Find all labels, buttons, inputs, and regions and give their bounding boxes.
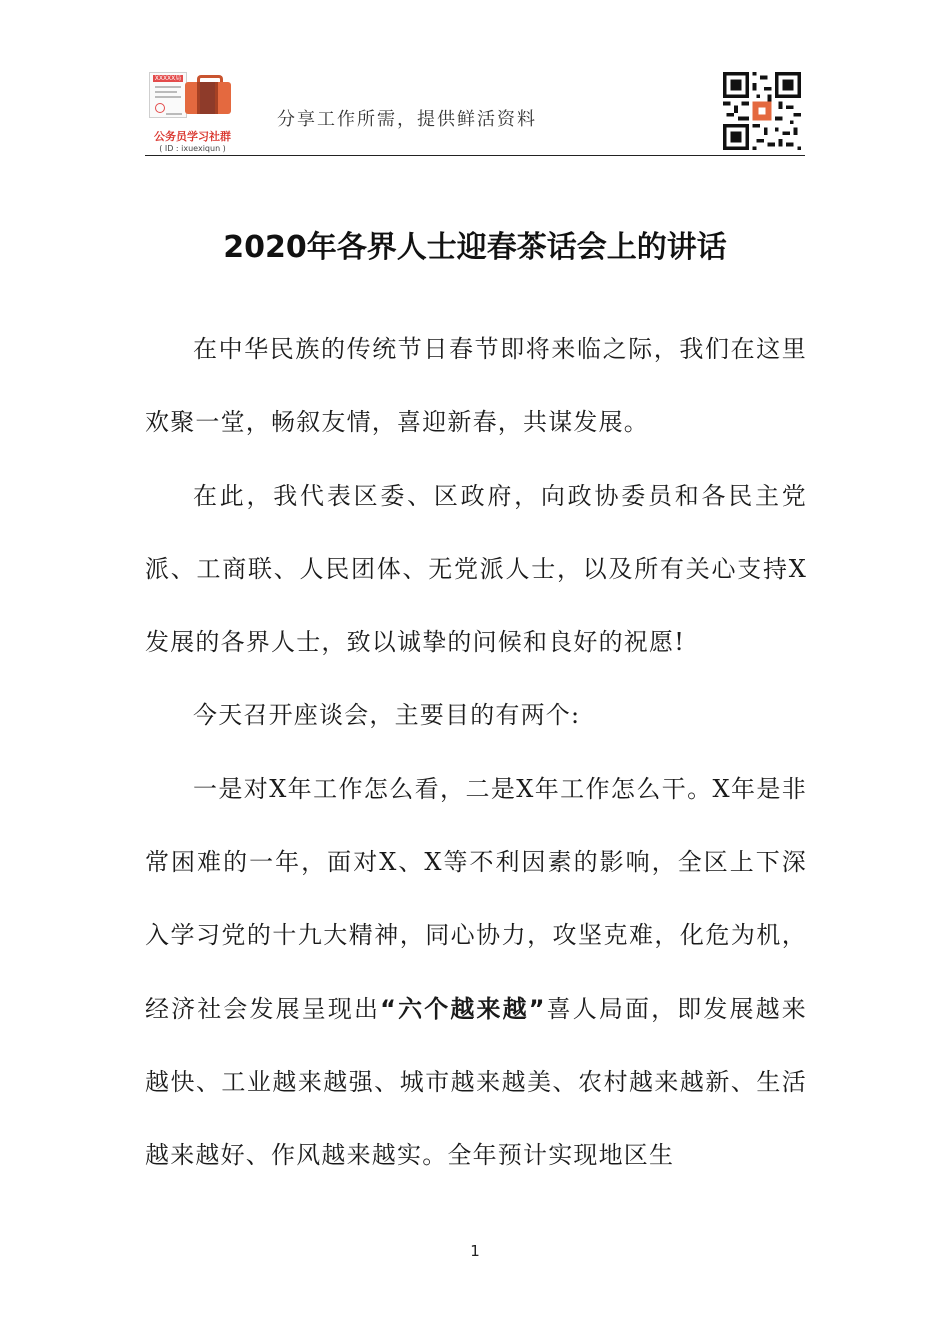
logo-id: ( ID : ixuexiqun ) [159, 144, 226, 153]
paragraph: 在此，我代表区委、区政府，向政协委员和各民主党派、工商联、人民团体、无党派人士，以及所有关心支持X发展的各界人士，致以诚挚的问候和良好的祝愿! [145, 481, 807, 657]
logo-stamp-text: XXXXX局 [154, 75, 182, 82]
paragraph-text: 喜人局面，即发展越来越快、工业越来越强、城市越来越美、农村越来越新、生活越来越好、作风越来越实。全年预计实现地区生 [145, 994, 807, 1170]
qr-code-icon [723, 72, 801, 150]
paragraph: 在中华民族的传统节日春节即将来临之际，我们在这里欢聚一堂，畅叙友情，喜迎新春，共谋发展。 [145, 335, 807, 437]
paragraph [145, 753, 807, 1193]
briefcase-icon [185, 82, 231, 114]
document-title: 2020年各界人士迎春茶话会上的讲话 [223, 230, 727, 265]
page-number: 1 [470, 1242, 480, 1260]
document-body [145, 313, 807, 1193]
page-header [145, 70, 805, 156]
logo-name: 公务员学习社群 [154, 130, 231, 143]
paragraph-text: 一是对X年工作怎么看，二是X年工作怎么干。X年是非常困难的一年，面对X、X等不利因素的影响，全区上下深入学习党的十九大精神，同心协力，攻坚克难，化危为机，经济社会发展呈现出 [145, 774, 807, 1023]
paragraph: 今天召开座谈会，主要目的有两个: [193, 701, 581, 730]
document-icon [149, 72, 187, 118]
header-divider [145, 155, 805, 156]
header-slogan: 分享工作所需，提供鲜活资料 [277, 109, 537, 130]
emphasis-text: “六个越来越” [380, 994, 546, 1023]
community-logo [145, 70, 240, 156]
